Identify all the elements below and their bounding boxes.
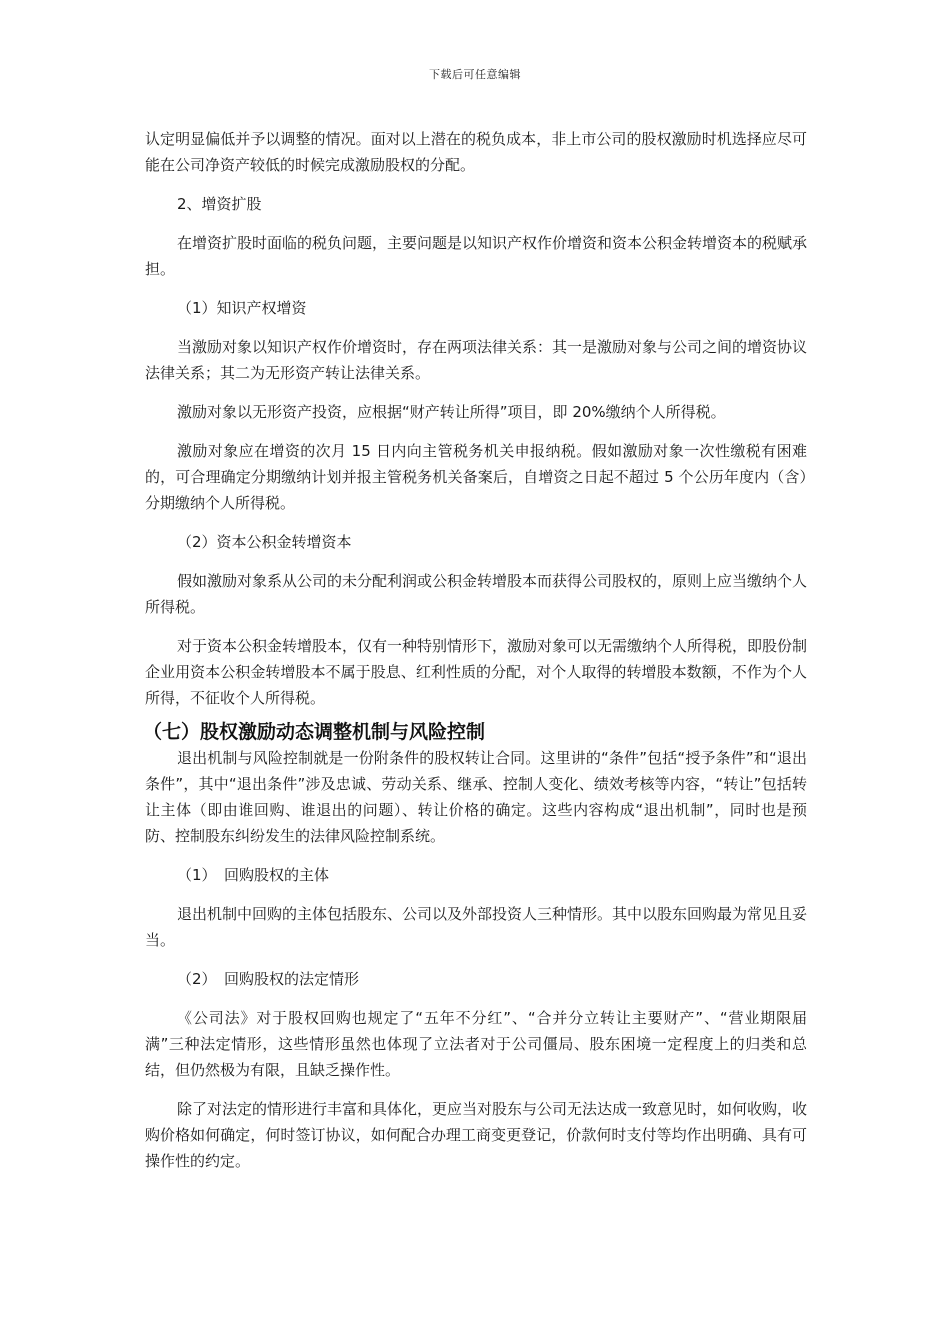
page-header: 下载后可任意编辑 xyxy=(429,68,521,81)
chapter-heading: （七）股权激励动态调整机制与风险控制 xyxy=(143,721,486,743)
subsection-heading: （2）资本公积金转增资本 xyxy=(177,533,352,551)
subsection-heading: （1）知识产权增资 xyxy=(177,299,307,317)
paragraph: 退出机制中回购的主体包括股东、公司以及外部投资人三种情形。其中以股东回购最为常见且妥当。 xyxy=(145,905,808,949)
subsection-heading: （2） 回购股权的法定情形 xyxy=(177,970,360,988)
paragraph: 对于资本公积金转增股本，仅有一种特别情形下，激励对象可以无需缴纳个人所得税，即股份制企业用资本公积金转增股本不属于股息、红利性质的分配，对个人取得的转增股本数额，不作为个人所得，不征收个人所得税。 xyxy=(145,637,808,707)
paragraph: 《公司法》对于股权回购也规定了“五年不分红”、“合并分立转让主要财产”、“营业期限届满”三种法定情形，这些情形虽然也体现了立法者对于公司僵局、股东困境一定程度上的归类和总结，但仍然极为有限，且缺乏操作性。 xyxy=(145,1009,807,1079)
subsection-heading: （1） 回购股权的主体 xyxy=(177,866,330,884)
paragraph: 除了对法定的情形进行丰富和具体化，更应当对股东与公司无法达成一致意见时，如何收购，收购价格如何确定，何时签订协议，如何配合办理工商变更登记，价款何时支付等均作出明确、具有可操作性的约定。 xyxy=(145,1100,808,1170)
paragraph: 在增资扩股时面临的税负问题，主要问题是以知识产权作价增资和资本公积金转增资本的税赋承担。 xyxy=(145,234,808,278)
paragraph: 激励对象应在增资的次月 15 日内向主管税务机关申报纳税。假如激励对象一次性缴税有困难的，可合理确定分期缴纳计划并报主管税务机关备案后，自增资之日起不超过 5 个公历年度内（含）分期缴纳个人所得税。 xyxy=(145,442,807,512)
paragraph: 激励对象以无形资产投资，应根据“财产转让所得”项目，即 20%缴纳个人所得税。 xyxy=(177,403,726,421)
paragraph: 当激励对象以知识产权作价增资时，存在两项法律关系：其一是激励对象与公司之间的增资协议法律关系；其二为无形资产转让法律关系。 xyxy=(145,338,808,382)
paragraph: 退出机制与风险控制就是一份附条件的股权转让合同。这里讲的“条件”包括“授予条件”和“退出条件”，其中“退出条件”涉及忠诚、劳动关系、继承、控制人变化、绩效考核等内容，“转让”包括转让主体（即由谁回购、谁退出的问题）、转让价格的确定。这些内容构成“退出机制”，同时也是预防、控制股东纠纷发生的法律风险控制系统。 xyxy=(145,749,807,845)
section-heading: 2、增资扩股 xyxy=(177,195,262,213)
paragraph: 假如激励对象系从公司的未分配利润或公积金转增股本而获得公司股权的，原则上应当缴纳个人所得税。 xyxy=(145,572,808,616)
document-body xyxy=(145,126,807,1187)
paragraph: 认定明显偏低并予以调整的情况。面对以上潜在的税负成本，非上市公司的股权激励时机选择应尽可能在公司净资产较低的时候完成激励股权的分配。 xyxy=(145,130,807,174)
